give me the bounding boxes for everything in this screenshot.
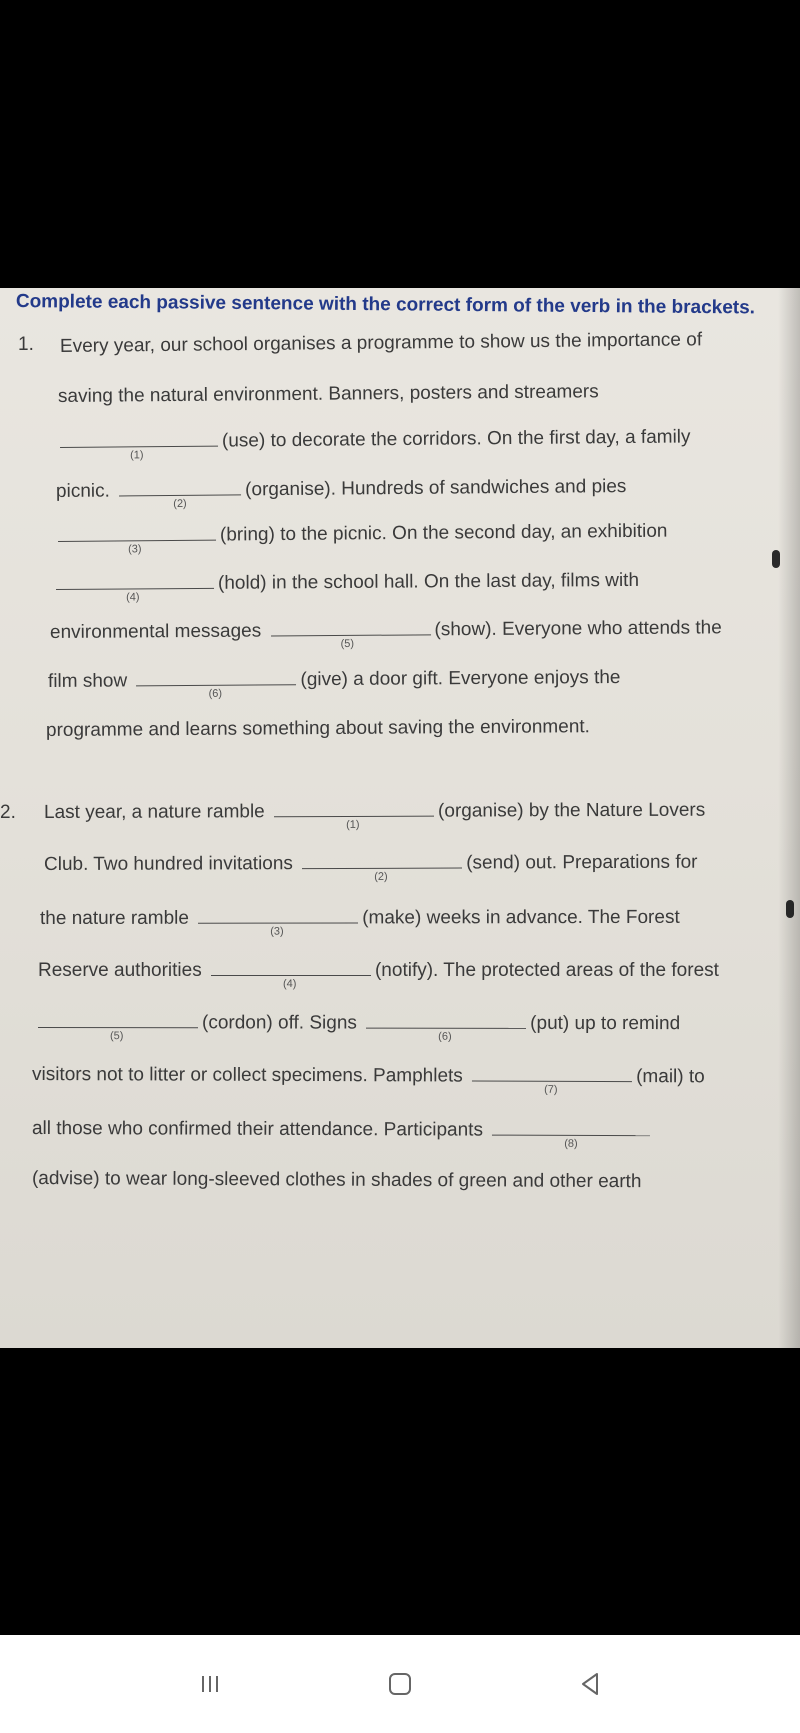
ex2-line-4 xyxy=(38,960,719,990)
ex1-text-environmental: environmental messages xyxy=(49,620,262,643)
binder-ring-icon xyxy=(786,900,794,918)
ex2-text-cordon: (cordon) off. Signs xyxy=(201,1012,357,1034)
ex2-blank-7[interactable] xyxy=(472,1080,632,1096)
ex1-blank-5[interactable] xyxy=(271,633,431,650)
ex1-blank-6[interactable] xyxy=(136,683,296,700)
ex1-blank-1[interactable] xyxy=(60,445,218,462)
ex1-line-6 xyxy=(52,569,640,604)
worksheet-photo xyxy=(0,288,800,1348)
ex1-line-7 xyxy=(49,617,722,650)
ex1-text-show: (show). Everyone who attends the xyxy=(434,617,722,641)
ex1-text-film-show: film show xyxy=(47,670,128,692)
ex2-line-2 xyxy=(43,851,698,883)
ex2-line-5 xyxy=(34,1012,681,1043)
ex1-blank-3[interactable] xyxy=(58,539,216,556)
ex2-blank-8-label: (8) xyxy=(564,1137,578,1150)
home-button[interactable] xyxy=(380,1664,420,1704)
ex1-blank-4-label: (4) xyxy=(126,591,140,604)
home-icon xyxy=(386,1670,414,1698)
ex2-text-organise: (organise) by the Nature Lovers xyxy=(437,799,706,822)
ex2-blank-1[interactable] xyxy=(274,815,434,831)
ex1-blank-2[interactable] xyxy=(119,493,241,510)
ex2-text-notify: (notify). The protected areas of the forest xyxy=(374,960,719,981)
ex1-line-1: Every year, our school organises a programme to show us the importance of xyxy=(59,329,703,357)
ex1-text-organise: (organise). Hundreds of sandwiches and pies xyxy=(245,476,627,501)
ex2-blank-3[interactable] xyxy=(198,921,358,938)
ex2-blank-6-label: (6) xyxy=(438,1030,452,1043)
ex1-line-2: saving the natural environment. Banners, posters and streamers xyxy=(57,381,599,407)
ex2-text-pamphlets: visitors not to litter or collect specimens. Pamphlets xyxy=(31,1064,463,1087)
ex1-line-9: programme and learns something about saving the environment. xyxy=(45,716,590,741)
system-navigation-bar xyxy=(0,1635,800,1733)
ex2-blank-5[interactable] xyxy=(38,1026,198,1043)
ex2-blank-3-label: (3) xyxy=(270,925,284,938)
ex2-text-authorities: Reserve authorities xyxy=(38,960,202,981)
exercise-1-number: 1. xyxy=(18,334,34,355)
ex1-blank-4[interactable] xyxy=(56,587,214,604)
ex2-line-6 xyxy=(31,1064,705,1096)
ex1-line-5 xyxy=(54,520,668,556)
ex1-blank-2-label: (2) xyxy=(173,497,187,510)
ex1-line-8 xyxy=(47,667,621,700)
ex1-text-hold: (hold) in the school hall. On the last day, films with xyxy=(217,569,640,594)
ex2-text-make: (make) weeks in advance. The Forest xyxy=(362,906,680,929)
ex1-blank-5-label: (5) xyxy=(340,637,355,650)
ex1-blank-6-label: (6) xyxy=(208,687,223,700)
ex2-blank-6[interactable] xyxy=(366,1027,526,1043)
ex2-text-participants: all those who confirmed their attendance. Participants xyxy=(31,1118,484,1141)
ex2-line-3 xyxy=(39,906,680,938)
ex1-text-picnic: picnic. xyxy=(55,480,110,502)
ex2-blank-1-label: (1) xyxy=(346,818,360,831)
ex2-text-send: (send) out. Preparations for xyxy=(466,851,698,874)
ex2-blank-7-label: (7) xyxy=(544,1083,558,1096)
ex2-text-put: (put) up to remind xyxy=(530,1012,681,1035)
recents-icon xyxy=(196,1670,224,1698)
instruction-heading: Complete each passive sentence with the correct form of the verb in the brackets. xyxy=(15,290,756,319)
ex2-text-invitations: Club. Two hundred invitations xyxy=(43,853,293,875)
ex1-text-give: (give) a door gift. Everyone enjoys the xyxy=(300,667,621,691)
ex2-line-7 xyxy=(31,1118,654,1150)
ex2-blank-2[interactable] xyxy=(302,867,462,883)
ex2-blank-2-label: (2) xyxy=(374,870,388,883)
ex2-blank-4-label: (4) xyxy=(282,978,297,990)
binder-ring-icon xyxy=(772,550,780,568)
recents-button[interactable] xyxy=(190,1664,230,1704)
ex1-line-3 xyxy=(56,426,691,462)
back-button[interactable] xyxy=(570,1664,610,1704)
ex1-blank-1-label: (1) xyxy=(130,449,144,462)
ex2-text-ramble: Last year, a nature ramble xyxy=(43,801,265,823)
back-icon xyxy=(576,1670,604,1698)
ex2-blank-4[interactable] xyxy=(211,974,371,990)
ex2-text-mail: (mail) to xyxy=(636,1066,705,1088)
ex1-text-bring: (bring) to the picnic. On the second day, an exhibition xyxy=(219,520,668,546)
ex2-line-1 xyxy=(43,799,706,831)
ex2-blank-5-label: (5) xyxy=(109,1030,124,1043)
ex1-blank-3-label: (3) xyxy=(128,543,142,556)
ex2-line-8: (advise) to wear long-sleeved clothes in shades of green and other earth xyxy=(31,1168,642,1193)
ex1-line-4 xyxy=(55,476,627,510)
exercise-2-number: 2. xyxy=(0,802,16,823)
ex1-text-use: (use) to decorate the corridors. On the first day, a family xyxy=(221,426,691,452)
ex2-blank-8[interactable] xyxy=(492,1134,650,1150)
ex2-text-nature-ramble: the nature ramble xyxy=(39,907,189,929)
